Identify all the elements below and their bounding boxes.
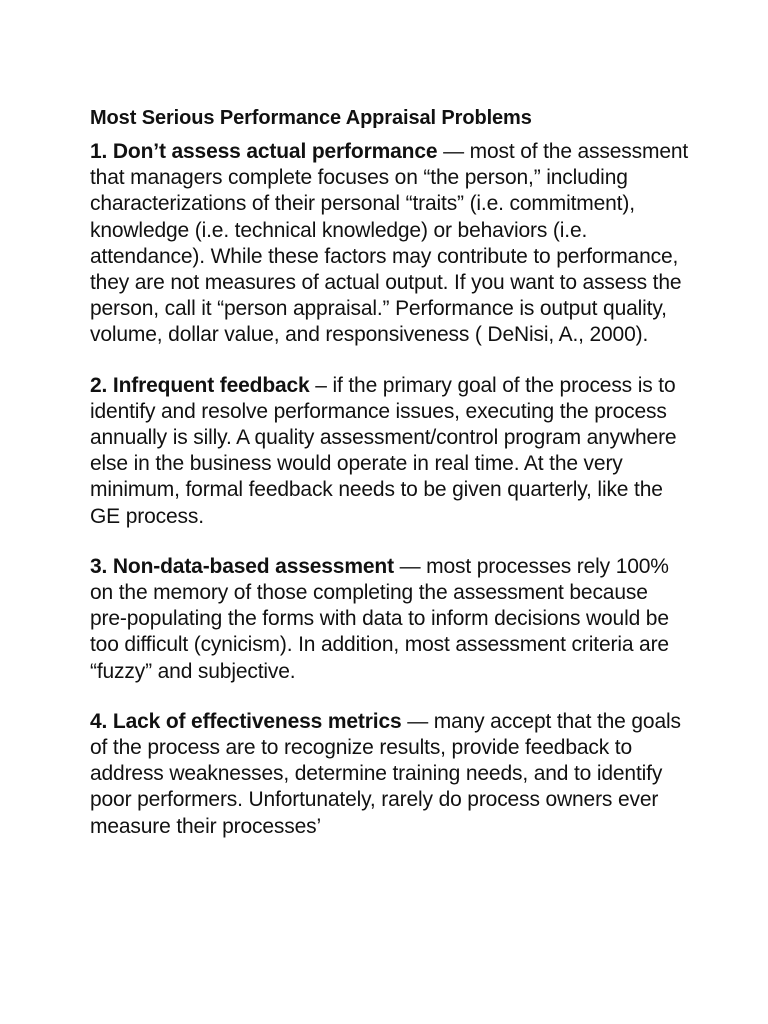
problem-description: — most processes rely 100% on the memory of those completing the assessment because pre-populating the forms with data to inform decisions would be too difficult (cynicism). In addition, most assessment criteria are “fuzzy” and subjective. bbox=[90, 554, 669, 683]
problem-term: 3. Non-data-based assessment bbox=[90, 554, 394, 578]
problem-description: – if the primary goal of the process is to identify and resolve performance issues, executing the process annually is silly. A quality assessment/control program anywhere else in the business would operate in real time. At the very minimum, formal feedback needs to be given quarterly, like the GE process. bbox=[90, 373, 677, 528]
document-body bbox=[90, 105, 690, 864]
problem-term: 4. Lack of effectiveness metrics bbox=[90, 709, 402, 733]
document-title: Most Serious Performance Appraisal Problems bbox=[90, 107, 532, 129]
problem-description: — most of the assessment that managers complete focuses on “the person,” including characterizations of their personal “traits” (i.e. commitment), knowledge (i.e. technical knowledge) or behaviors (i.e. attendance). While these factors may contribute to performance, they are not measures of actual output. If you want to assess the person, call it “person appraisal.” Performance is output quality, volume, dollar value, and responsiveness ( DeNisi, A., 2000). bbox=[90, 140, 689, 347]
problem-item-4 bbox=[90, 709, 690, 840]
problem-term: 2. Infrequent feedback bbox=[90, 373, 310, 397]
problem-description: — many accept that the goals of the process are to recognize results, provide feedback to address weaknesses, determine training needs, and to identify poor performers. Unfortunately, rarely do process owners ever measure their processes’ bbox=[90, 709, 681, 838]
problem-item-3 bbox=[90, 554, 690, 685]
problem-term: 1. Don’t assess actual performance bbox=[90, 140, 438, 163]
problem-item-1 bbox=[90, 139, 690, 349]
problem-item-2 bbox=[90, 373, 690, 530]
